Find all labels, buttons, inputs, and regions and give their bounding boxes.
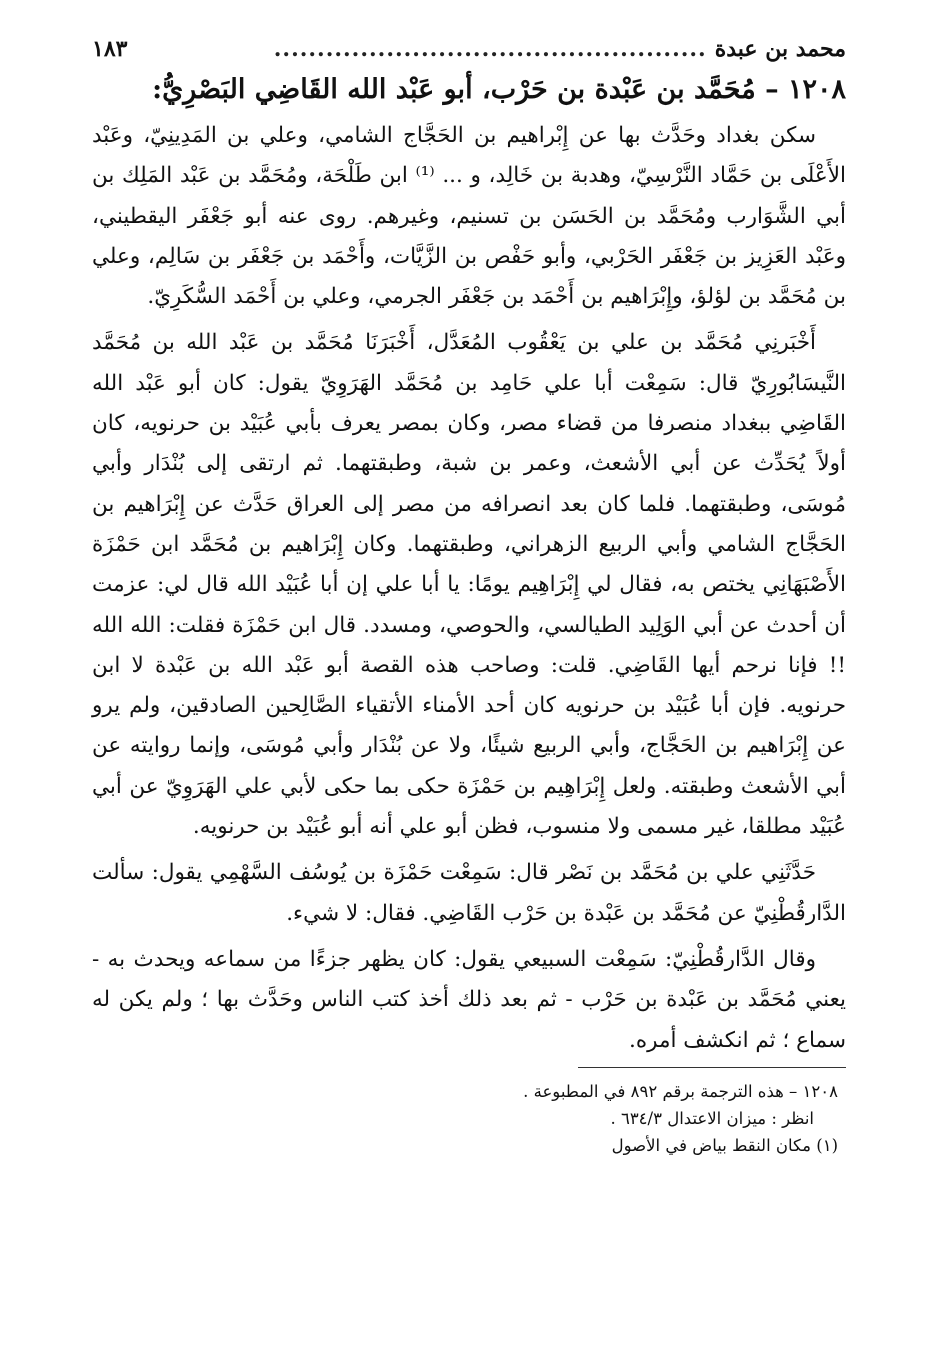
paragraph-narration-1: أَخْبَرنِي مُحَمَّد بن علي بن يَعْقُوب المُعَدَّل، أَخْبَرَنَا مُحَمَّد بن عَبْد الله بن مُحَمَّد النَّيسَابُورِيّ قال: سَمِعْت أبا علي حَامِد بن مُحَمَّد الهَرَوِيّ يقول: كان أبو عَبْد الله القَاضِي ببغداد منصرفا من قضاء مصر، وكان بمصر يعرف بأبي عُبَيْد بن حرنويه، كان أولاً يُحَدِّث عن أبي الأشعث، وعمر بن شبة، وطبقتهما. ثم ارتقى إلى بُنْدَار وأبي مُوسَى، وطبقتهما. فلما كان بعد انصرافه من مصر إلى العراق حَدَّث عن إِبْرَاهيم بن الحَجَّاج الشامي وأبي الربيع الزهراني، وطبقتهما. وكان إِبْرَاهيم بن مُحَمَّد ابن حَمْزَة الأَصْبَهَانِي يختص به، فقال لي إِبْرَاهِيم يومًا: يا أبا علي إن أبا عُبَيْد الله قال لي: عزمت أن أحدث عن أبي الوَلِيد الطيالسي، والحوصي، ومسدد. قال ابن حَمْزَة فقلت: الله الله !! فإنا نرحم أيها القَاضِي. قلت: وصاحب هذه القصة أبو عَبْد الله بن عَبْدة لا ابن حرنويه. فإن أبا عُبَيْد بن حرنويه كان أحد الأمناء الأتقياء الصَّالِحين الصادقين، ولم يرو عن إِبْرَاهيم بن الحَجَّاج، وأبي الربيع شيئًا، ولا عن بُنْدَار وأبي مُوسَى، وإنما روايته عن أبي الأشعث وطبقته. ولعل إِبْرَاهِيم بن حَمْزَة حكى بما حكى لأبي علي الهَرَوِيّ عن أبي عُبَيْد مطلقا، غير مسمى ولا منسوب، فظن أبو علي أنه أبو عُبَيْد بن حرنويه. bbox=[92, 330, 846, 840]
running-header bbox=[92, 32, 846, 66]
footnote-1: (١) مكان النقط بياض في الأصول bbox=[611, 1135, 838, 1155]
entry-title: ١٢٠٨ – مُحَمَّد بن عَبْدة بن حَرْب، أبو عَبْد الله القَاضِي البَصْرِيُّ: bbox=[152, 74, 846, 105]
footnote-divider bbox=[578, 1067, 846, 1068]
paragraph-biography: سكن بغداد وحَدَّث بها عن إِبْراهيم بن الحَجَّاج الشامي، وعلي بن المَدِينِيّ، وعَبْد الأَعْلَى بن حَمَّاد النَّرْسِيّ، وهدبة بن خَالِد، و ... ⁽¹⁾ ابن طَلْحَة، ومُحَمَّد بن عَبْد المَلِك بن أبي الشَّوَارب ومُحَمَّد بن الحَسَن بن تسنيم، وغيرهم. روى عنه أبو جَعْفَر اليقطيني، وعَبْد العَزِيز بن جَعْفَر الحَرْبي، وأبو حَفْص بن الزَّيَّات، وأَحْمَد بن جَعْفَر بن سَالِم، وعلي بن مُحَمَّد بن لؤلؤ، وإِبْرَاهيم بن أَحْمَد بن جَعْفَر الجرمي، وعلي بن أَحْمَد السُّكَرِيّ. bbox=[92, 123, 846, 310]
page-number: ١٨٣ bbox=[92, 36, 128, 62]
paragraph-narration-2: حَدَّثَنِي علي بن مُحَمَّد بن نَصْر قال: سَمِعْت حَمْزَة بن يُوسُف السَّهْمِي يقول: سألت الدَّارقُطْنِيّ عن مُحَمَّد بن عَبْدة بن حَرْب القَاضِي. فقال: لا شيء. bbox=[92, 860, 846, 926]
body-text bbox=[92, 116, 846, 1061]
footnotes bbox=[92, 1078, 846, 1159]
leader-dots: .................................................. bbox=[273, 36, 707, 62]
footnote-entry-reference: ١٢٠٨ – هذه الترجمة برقم ٨٩٢ في المطبوعة . bbox=[523, 1081, 838, 1101]
running-title: محمد بن عبدة bbox=[714, 36, 846, 62]
paragraph-narration-3: وقال الدَّارقُطْنِيّ: سَمِعْت السبيعي يقول: كان يظهر جزءًا من سماعه ويحدث به - يعني مُحَمَّد بن عَبْدة بن حَرْب - ثم بعد ذلك أخذ كتب الناس وحَدَّث بها ؛ ولم يكن له سماع ؛ ثم انكشف أمره. bbox=[92, 946, 846, 1053]
footnote-see-also: انظر : ميزان الاعتدال ٦٣٤/٣ . bbox=[610, 1108, 814, 1128]
